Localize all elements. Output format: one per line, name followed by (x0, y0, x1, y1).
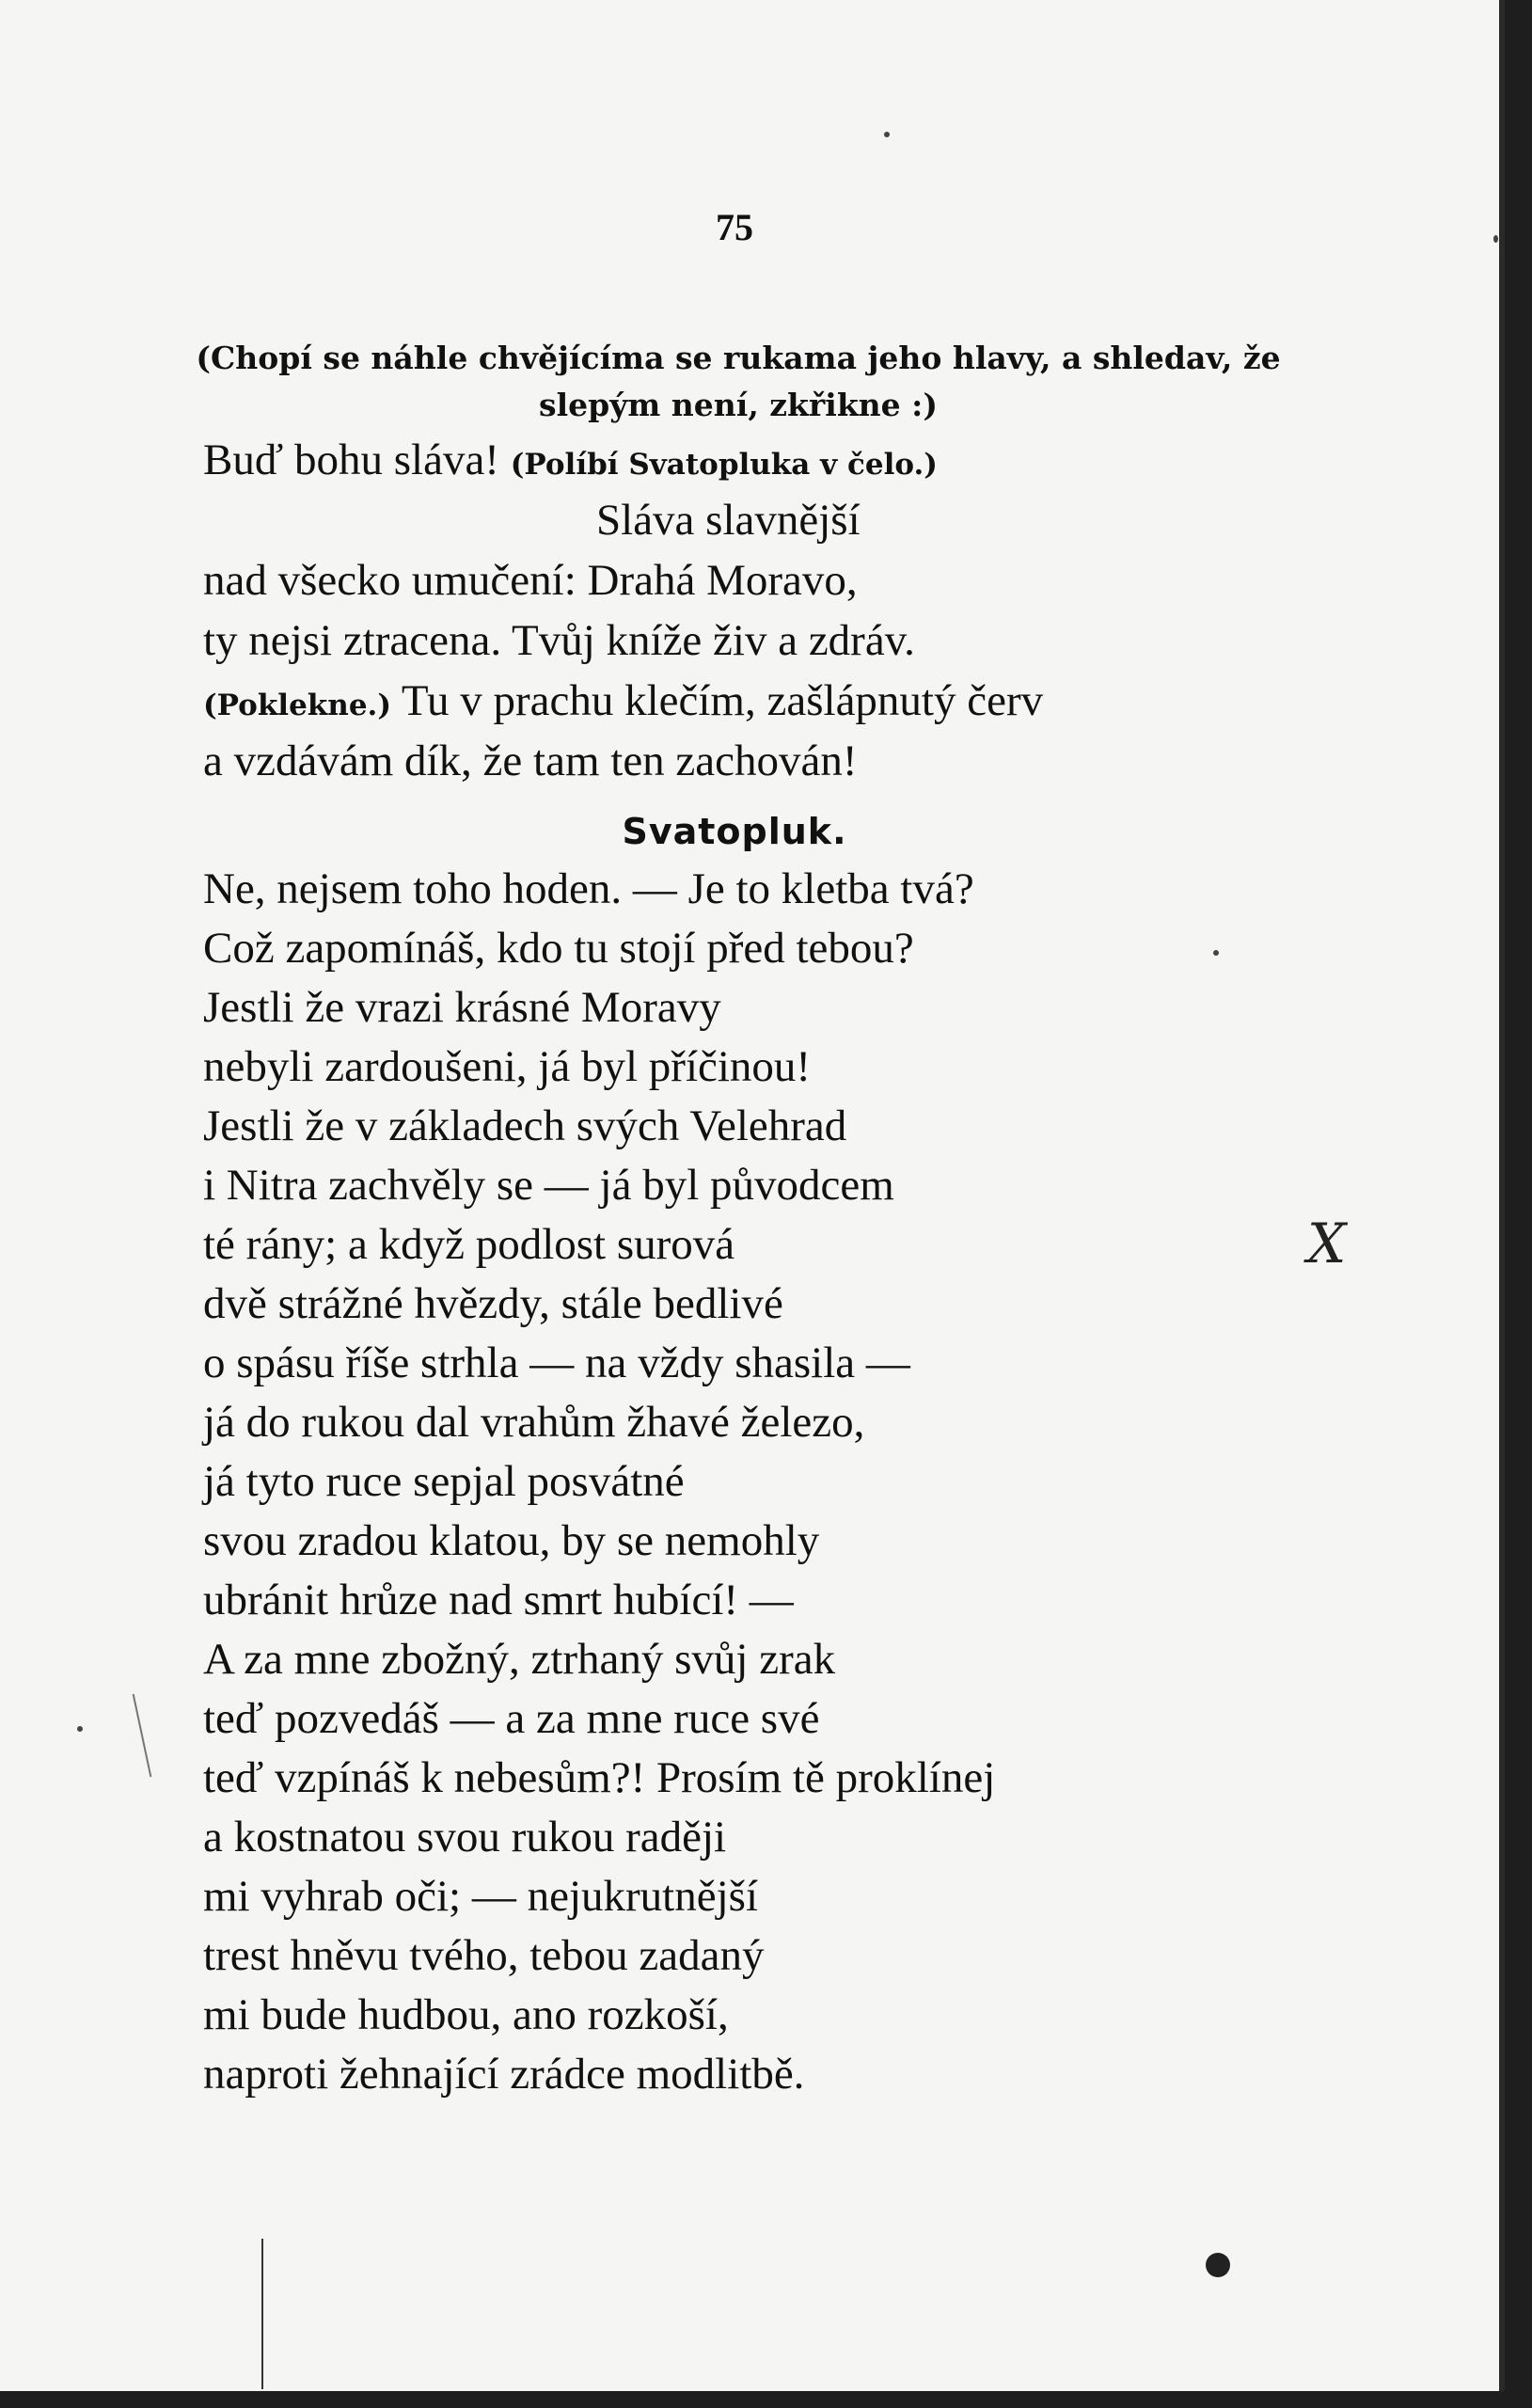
inline-stage-direction: (Políbí Svatopluka v čelo.) (510, 448, 938, 482)
verse-line: naproti žehnající zrádce modlitbě. (203, 2050, 805, 2099)
scan-scratch (261, 2239, 263, 2389)
page-number: 75 (716, 206, 753, 248)
stage-direction-line-2: slepým není, zkřikne :) (539, 387, 938, 423)
scan-speck (884, 132, 890, 137)
scan-scratch (133, 1694, 152, 1777)
handwritten-margin-mark: X (1307, 1212, 1347, 1275)
verse-line: a kostnatou svou rukou raději (203, 1813, 727, 1861)
inline-stage-direction: (Poklekne.) (203, 689, 392, 722)
verse-line: ubránit hrůze nad smrt hubící! — (203, 1576, 794, 1624)
verse-line: Sláva slavnější (596, 496, 861, 545)
verse-text: Tu v prachu klečím, zašlápnutý červ (391, 676, 1044, 725)
verse-line: A za mne zbožný, ztrhaný svůj zrak (203, 1635, 836, 1684)
verse-line: Jestli že vrazi krásné Moravy (203, 983, 721, 1032)
verse-line: Což zapomínáš, kdo tu stojí před tebou? (203, 924, 914, 973)
verse-line: mi bude hudbou, ano rozkoší, (203, 1990, 729, 2039)
verse-line: o spásu říše strhla — na vždy shasila — (203, 1339, 910, 1387)
verse-line (203, 434, 938, 491)
scan-blot (1206, 2253, 1230, 2277)
verse-line: a vzdávám dík, že tam ten zachován! (203, 737, 858, 785)
verse-line: Ne, nejsem toho hoden. — Je to kletba tvá? (203, 864, 974, 913)
verse-line: nad všecko umučení: Drahá Moravo, (203, 556, 858, 605)
stage-direction-line-1: (Chopí se náhle chvějícíma se rukama jeho hlavy, a shledav, že (196, 340, 1281, 376)
verse-line: ty nejsi ztracena. Tvůj kníže živ a zdráv. (203, 616, 915, 665)
verse-line: já do rukou dal vrahům žhavé železo, (203, 1398, 865, 1447)
verse-line: dvě strážné hvězdy, stále bedlivé (203, 1279, 783, 1328)
scan-speck (1213, 950, 1219, 956)
verse-line (203, 674, 1043, 732)
verse-line: já tyto ruce sepjal posvátné (203, 1457, 685, 1506)
verse-line: trest hněvu tvého, tebou zadaný (203, 1931, 765, 1980)
verse-line: i Nitra zachvěly se — já byl původcem (203, 1161, 894, 1210)
verse-text: Buď bohu sláva! (203, 436, 511, 484)
verse-line: svou zradou klatou, by se nemohly (203, 1516, 820, 1565)
verse-line: té rány; a když podlost surová (203, 1220, 735, 1269)
verse-line: nebyli zardoušeni, já byl příčinou! (203, 1042, 812, 1091)
scan-speck (77, 1726, 83, 1732)
verse-line: Jestli že v základech svých Velehrad (203, 1101, 847, 1150)
verse-line: mi vyhrab oči; — nejukrutnější (203, 1872, 759, 1921)
scan-speck (1493, 235, 1498, 243)
verse-line: teď vzpínáš k nebesům?! Prosím tě proklínej (203, 1753, 996, 1802)
verse-line: teď pozvedáš — a za mne ruce své (203, 1694, 820, 1743)
speaker-name: Svatopluk. (622, 811, 847, 852)
